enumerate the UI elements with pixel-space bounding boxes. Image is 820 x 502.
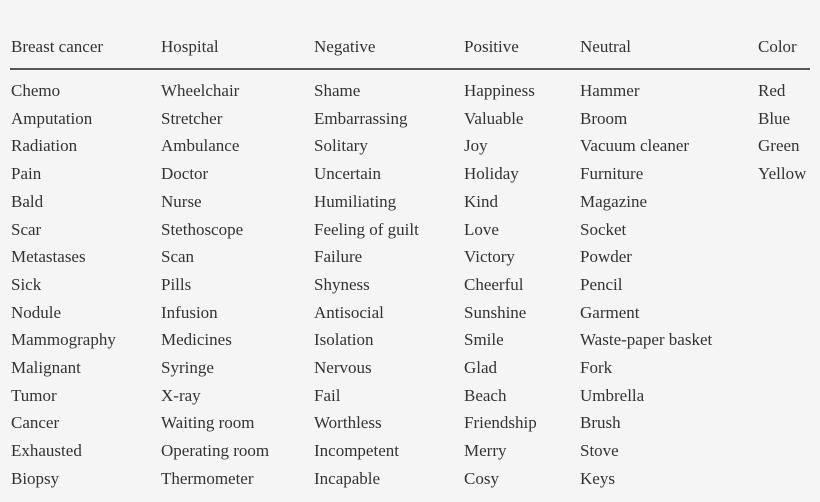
table-cell: Medicines xyxy=(161,330,232,349)
table-row xyxy=(0,219,820,241)
column-header-breast-cancer: Breast cancer xyxy=(11,37,104,56)
table-cell: Doctor xyxy=(161,164,209,183)
table-cell: Biopsy xyxy=(11,469,60,488)
column-header-negative: Negative xyxy=(314,37,376,56)
table-cell: Tumor xyxy=(11,386,57,405)
table-cell: Keys xyxy=(580,469,615,488)
table-cell: Malignant xyxy=(11,358,81,377)
table-cell: Pills xyxy=(161,275,192,294)
table-cell: Scan xyxy=(161,247,195,266)
table-cell: Waiting room xyxy=(161,413,255,432)
table-cell: Blue xyxy=(758,109,791,128)
table-cell: Antisocial xyxy=(314,303,384,322)
table-cell: Thermometer xyxy=(161,469,254,488)
table-cell: Wheelchair xyxy=(161,81,240,100)
table-cell: Beach xyxy=(464,386,507,405)
table-cell: Ambulance xyxy=(161,136,240,155)
table-cell: Mammography xyxy=(11,330,116,349)
table-cell: Smile xyxy=(464,330,504,349)
table-cell: Merry xyxy=(464,441,507,460)
table-cell: Brush xyxy=(580,413,621,432)
table-row xyxy=(0,385,820,407)
table-cell: Cheerful xyxy=(464,275,524,294)
table-cell: Vacuum cleaner xyxy=(580,136,690,155)
table-cell: Fail xyxy=(314,386,341,405)
table-row xyxy=(0,108,820,130)
table-cell: Metastases xyxy=(11,247,86,266)
table-row xyxy=(0,302,820,324)
table-cell: Red xyxy=(758,81,786,100)
table-cell: Valuable xyxy=(464,109,524,128)
table-cell: Love xyxy=(464,220,499,239)
table-cell: Socket xyxy=(580,220,627,239)
table-cell: Isolation xyxy=(314,330,374,349)
table-cell: Furniture xyxy=(580,164,644,183)
table-cell: Magazine xyxy=(580,192,648,211)
table-row xyxy=(0,468,820,490)
table-cell: Worthless xyxy=(314,413,382,432)
table-cell: Humiliating xyxy=(314,192,397,211)
table-row xyxy=(0,191,820,213)
table-cell: Stove xyxy=(580,441,619,460)
table-cell: Cancer xyxy=(11,413,60,432)
table-cell: Feeling of guilt xyxy=(314,220,419,239)
table-cell: Chemo xyxy=(11,81,61,100)
table-row xyxy=(0,329,820,351)
table-cell: Embarrassing xyxy=(314,109,408,128)
table-cell: Sunshine xyxy=(464,303,527,322)
table-cell: Garment xyxy=(580,303,640,322)
table-cell: Waste-paper basket xyxy=(580,330,713,349)
table-cell: Scar xyxy=(11,220,42,239)
table-cell: Broom xyxy=(580,109,628,128)
table-cell: Victory xyxy=(464,247,515,266)
table-cell: Glad xyxy=(464,358,498,377)
table-cell: Hammer xyxy=(580,81,640,100)
table-cell: Incapable xyxy=(314,469,381,488)
table-cell: Infusion xyxy=(161,303,218,322)
table-cell: Stethoscope xyxy=(161,220,244,239)
table-cell: Kind xyxy=(464,192,498,211)
table-cell: Holiday xyxy=(464,164,519,183)
table-cell: Cosy xyxy=(464,469,499,488)
table-cell: Umbrella xyxy=(580,386,645,405)
column-header-positive: Positive xyxy=(464,37,519,56)
header-divider xyxy=(10,68,810,70)
table-cell: Pain xyxy=(11,164,42,183)
table-row xyxy=(0,274,820,296)
table-cell: X-ray xyxy=(161,386,201,405)
table-row xyxy=(0,357,820,379)
table-cell: Nodule xyxy=(11,303,62,322)
table-header-row xyxy=(0,36,820,58)
column-header-hospital: Hospital xyxy=(161,37,219,56)
table-cell: Solitary xyxy=(314,136,368,155)
table-row xyxy=(0,163,820,185)
table-cell: Powder xyxy=(580,247,632,266)
table-cell: Bald xyxy=(11,192,44,211)
table-cell: Failure xyxy=(314,247,363,266)
table-cell: Uncertain xyxy=(314,164,382,183)
table-row xyxy=(0,412,820,434)
table-cell: Green xyxy=(758,136,800,155)
table-cell: Yellow xyxy=(758,164,807,183)
table-cell: Friendship xyxy=(464,413,537,432)
table-cell: Incompetent xyxy=(314,441,399,460)
table-cell: Nervous xyxy=(314,358,372,377)
table-cell: Stretcher xyxy=(161,109,223,128)
table-row xyxy=(0,135,820,157)
table-row xyxy=(0,440,820,462)
column-header-neutral: Neutral xyxy=(580,37,631,56)
table-row xyxy=(0,80,820,102)
table-cell: Shyness xyxy=(314,275,370,294)
table-cell: Sick xyxy=(11,275,42,294)
column-header-color: Color xyxy=(758,37,797,56)
table-cell: Fork xyxy=(580,358,613,377)
table-cell: Happiness xyxy=(464,81,535,100)
table-cell: Pencil xyxy=(580,275,623,294)
table-cell: Shame xyxy=(314,81,361,100)
table-cell: Nurse xyxy=(161,192,202,211)
table-row xyxy=(0,246,820,268)
table-cell: Exhausted xyxy=(11,441,82,460)
table-cell: Operating room xyxy=(161,441,270,460)
table-cell: Radiation xyxy=(11,136,78,155)
table-cell: Syringe xyxy=(161,358,214,377)
table-cell: Joy xyxy=(464,136,488,155)
table-cell: Amputation xyxy=(11,109,93,128)
